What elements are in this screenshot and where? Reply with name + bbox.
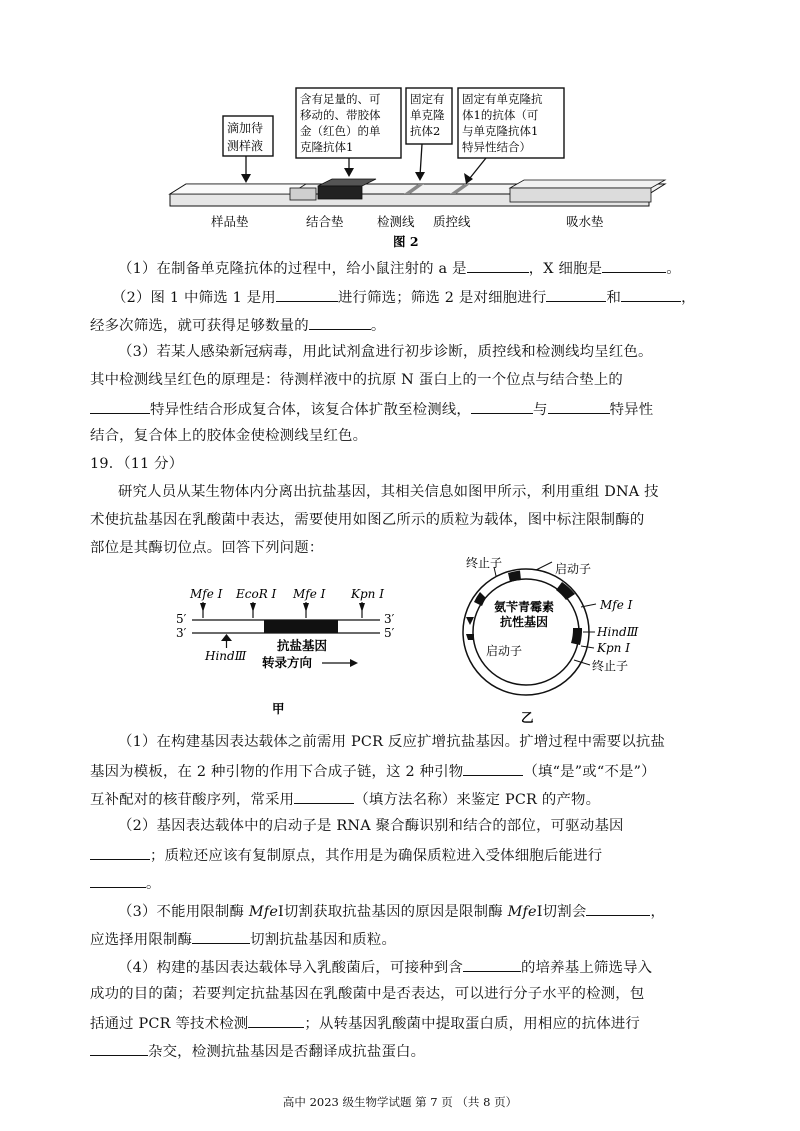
q19-part4-line2: 成功的目的菌；若要判定抗盐基因在乳酸菌中是否表达，可以进行分子水平的检测，包 xyxy=(90,986,645,1002)
end-3prime-left: 3′ xyxy=(176,626,187,640)
plasmid-site-kpni: Kpn Ⅰ xyxy=(597,641,630,655)
end-3prime-right: 3′ xyxy=(384,612,395,626)
plasmid-terminator-right: 终止子 xyxy=(592,659,629,673)
gene-label: 抗盐基因 xyxy=(277,638,328,653)
q19-intro-line2: 术使抗盐基因在乳酸菌中表达，需要使用如图乙所示的质粒为载体，图中标注限制酶的 xyxy=(90,512,645,528)
q19-part3-line1: （3）不能用限制酶 MfeⅠ切割获取抗盐基因的原因是限制酶 MfeⅠ切割会 ， xyxy=(118,900,665,922)
callout-sample-l1: 滴加待 xyxy=(227,121,264,135)
figure-jia-gene-map xyxy=(176,587,395,716)
callout-control-l1: 固定有单克隆抗 xyxy=(462,92,543,106)
plasmid-terminator-top: 终止子 xyxy=(466,556,503,570)
callout-test-l3: 抗体2 xyxy=(410,124,441,138)
callout-control-l3: 与单克隆抗体1 xyxy=(462,124,539,138)
transcription-direction: 转录方向 xyxy=(262,655,313,670)
q19-part1-line2: 基因为模板，在 2 种引物的作用下合成子链，这 2 种引物 （填“是”或“不是”） xyxy=(90,760,656,782)
site-kpni: Kpn Ⅰ xyxy=(351,587,384,601)
q18-part3-line3: 特异性结合形成复合体，该复合体扩散至检测线， 与 特异性 xyxy=(90,398,653,420)
callout-control-l2: 体1的抗体（可 xyxy=(462,108,539,122)
answer-blank[interactable] xyxy=(248,1012,304,1028)
q18-part2-line1: （2）图 1 中筛选 1 是用 进行筛选；筛选 2 是对细胞进行 和 ， xyxy=(112,286,696,308)
q18-part2-line2: 经多次筛选，就可获得足够数量的 。 xyxy=(90,314,385,336)
answer-blank[interactable] xyxy=(90,872,146,888)
q19-part4-line4: 杂交，检测抗盐基因是否翻译成抗盐蛋白。 xyxy=(90,1040,425,1062)
callout-conjugate-l3: 金（红色）的单 xyxy=(300,124,381,138)
q19-part1-line3: 互补配对的核苷酸序列，常采用 （填方法名称）来鉴定 PCR 的产物。 xyxy=(90,788,600,810)
q19-heading: 19．（11 分） xyxy=(90,456,184,472)
q19-part2-line3: 。 xyxy=(90,872,161,894)
site-ecori: EcoR Ⅰ xyxy=(236,587,277,601)
plasmid-site-hindiii: HindⅢ xyxy=(597,625,639,639)
label-conjugate-pad: 结合垫 xyxy=(306,214,344,229)
q19-intro-line1: 研究人员从某生物体内分离出抗盐基因，其相关信息如图甲所示，利用重组 DNA 技 xyxy=(118,484,659,500)
end-5prime-left: 5′ xyxy=(176,612,187,626)
figure-yi-plasmid xyxy=(463,556,639,725)
q19-part4-line3: 括通过 PCR 等技术检测 ；从转基因乳酸菌中提取蛋白质，用相应的抗体进行 xyxy=(90,1012,640,1034)
site-mfe-1: Mfe Ⅰ xyxy=(190,587,223,601)
q19-part3-line2: 应选择用限制酶 切割抗盐基因和质粒。 xyxy=(90,928,396,950)
callout-conjugate-l1: 含有足量的、可 xyxy=(300,92,381,106)
answer-blank[interactable] xyxy=(586,900,650,916)
q18-part3-line2: 其中检测线呈红色的原理是：待测样液中的抗原 N 蛋白上的一个位点与结合垫上的 xyxy=(90,372,624,388)
q18-part3-line4: 结合，复合体上的胶体金使检测线呈红色。 xyxy=(90,428,368,444)
callout-test-l2: 单克隆 xyxy=(410,108,445,122)
q19-part4-line1: （4）构建的基因表达载体导入乳酸菌后，可接种到含 的培养基上筛选导入 xyxy=(118,956,652,978)
site-hindiii-jia: HindⅢ xyxy=(205,649,247,663)
figure-2-caption: 图 2 xyxy=(393,234,419,249)
answer-blank[interactable] xyxy=(90,844,150,860)
plasmid-site-mfe: Mfe Ⅰ xyxy=(600,598,633,612)
callout-sample-l2: 测样液 xyxy=(227,139,264,153)
q18-part3-line1: （3）若某人感染新冠病毒，用此试剂盒进行初步诊断，质控线和检测线均呈红色。 xyxy=(118,344,653,360)
callout-control-l4: 特异性结合） xyxy=(462,140,531,154)
answer-blank[interactable] xyxy=(294,788,354,804)
page-footer: 高中 2023 级生物学试题 第 7 页 （共 8 页） xyxy=(282,1095,518,1109)
label-control-line: 质控线 xyxy=(433,214,471,229)
plasmid-promoter-top: 启动子 xyxy=(555,562,592,576)
label-absorbent-pad: 吸水垫 xyxy=(566,214,604,229)
q19-part2-line2: ；质粒还应该有复制原点，其作用是为确保质粒进入受体细胞后能进行 xyxy=(90,844,602,866)
site-mfe-2: Mfe Ⅰ xyxy=(293,587,326,601)
end-5prime-right: 5′ xyxy=(384,626,395,640)
plasmid-amp-line2: 抗性基因 xyxy=(500,615,549,629)
label-sample-pad: 样品垫 xyxy=(211,214,249,229)
figure-yi-caption: 乙 xyxy=(521,710,534,725)
label-test-line: 检测线 xyxy=(377,214,415,229)
answer-blank[interactable] xyxy=(90,1040,148,1056)
plasmid-amp-line1: 氨苄青霉素 xyxy=(494,600,555,614)
answer-blank[interactable] xyxy=(463,760,523,776)
answer-blank[interactable] xyxy=(192,928,250,944)
q19-part2-line1: （2）基因表达载体中的启动子是 RNA 聚合酶识别和结合的部位，可驱动基因 xyxy=(118,818,624,834)
plasmid-promoter-inner: 启动子 xyxy=(486,644,523,658)
q18-part1: （1）在制备单克隆抗体的过程中，给小鼠注射的 a 是 ，X 细胞是 。 xyxy=(118,257,681,279)
callout-conjugate-l2: 移动的、带胶体 xyxy=(300,108,381,122)
callout-test-l1: 固定有 xyxy=(410,92,445,106)
q19-part1-line1: （1）在构建基因表达载体之前需用 PCR 反应扩增抗盐基因。扩增过程中需要以抗盐 xyxy=(118,734,666,750)
figure-jia-caption: 甲 xyxy=(272,701,285,716)
answer-blank[interactable] xyxy=(463,956,521,972)
q19-intro-line3: 部位是其酶切位点。回答下列问题： xyxy=(90,540,324,556)
callout-conjugate-l4: 克隆抗体1 xyxy=(300,140,354,154)
